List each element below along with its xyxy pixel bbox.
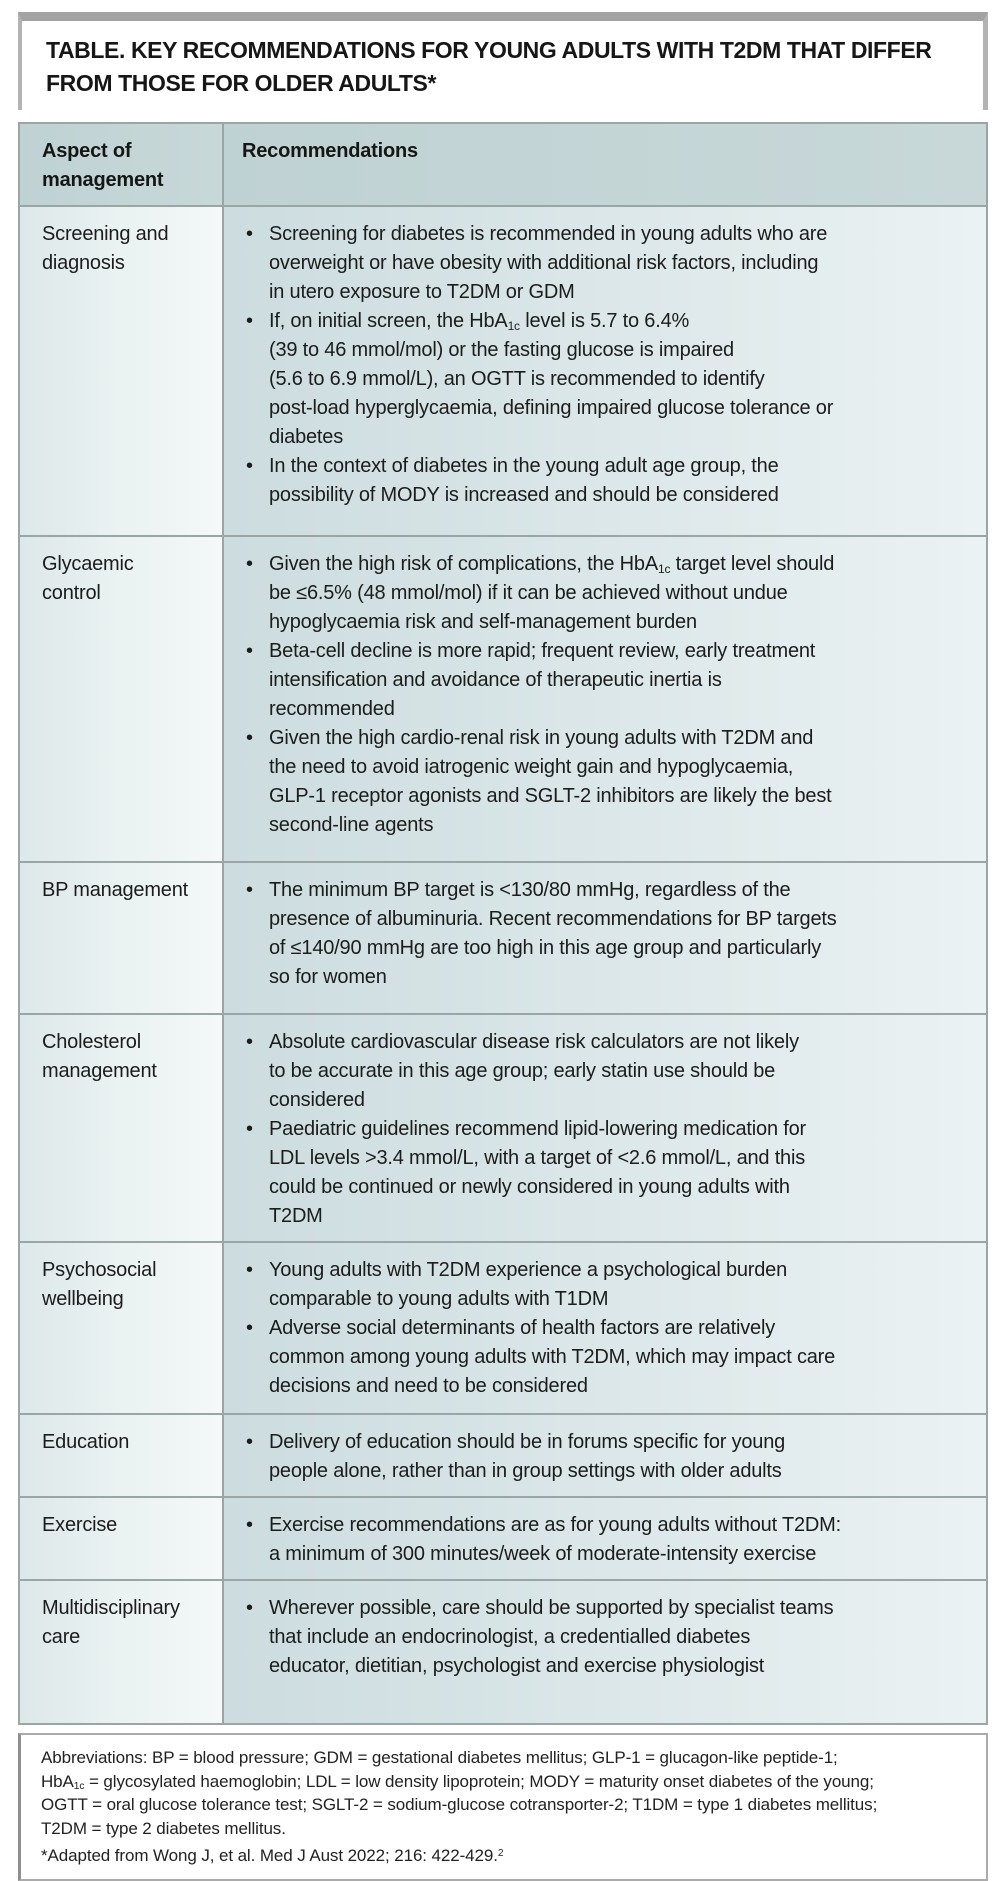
bullet-list — [242, 1594, 962, 1681]
aspect-cell — [20, 1015, 224, 1241]
bullet-list — [242, 1256, 962, 1401]
aspect-cell — [20, 1243, 224, 1413]
recommendations-cell — [224, 1581, 986, 1723]
header-cell-aspect — [20, 124, 224, 205]
recommendations-cell — [224, 537, 986, 861]
aspect-cell — [20, 1581, 224, 1723]
recommendation-bullet: • Paediatric guidelines recommend lipid-lowering medication for LDL levels >3.4 mmol/L, with a target of <2.6 mmol/L, and this could be continued or newly considered in young adults with T2DM — [242, 1115, 962, 1231]
recommendation-bullet: • Given the high risk of complications, the HbA$_{1c}$ target level should be ≤6.5% (48 mmol/mol) if it can be achieved without undue hypoglycaemia risk and self-management burden — [242, 550, 962, 637]
aspect-label: Multidisciplinary care — [42, 1597, 180, 1648]
header-cell-recommendations — [224, 124, 986, 205]
recommendation-bullet: • Delivery of education should be in forums specific for young people alone, rather than in group settings with older adults — [242, 1428, 962, 1486]
recommendation-bullet: • Given the high cardio-renal risk in young adults with T2DM and the need to avoid iatrogenic weight gain and hypoglycaemia, GLP-1 receptor agonists and SGLT-2 inhibitors are likely the best second-line agents — [242, 724, 962, 840]
aspect-label: Exercise — [42, 1514, 118, 1536]
recommendations-cell — [224, 863, 986, 1013]
table-figure — [0, 12, 1000, 1863]
recommendations-cell — [224, 1243, 986, 1413]
recommendation-bullet: • Wherever possible, care should be supported by specialist teams that include an endocrinologist, a credentialled diabetes educator, dietitian, psychologist and exercise physiologist — [242, 1594, 962, 1681]
footnote-box — [18, 1733, 988, 1881]
recommendation-bullet: • Beta-cell decline is more rapid; frequent review, early treatment intensification and avoidance of therapeutic inertia is recommended — [242, 637, 962, 724]
recommendations-cell — [224, 207, 986, 535]
aspect-label: BP management — [42, 879, 189, 901]
table-row — [20, 1496, 986, 1579]
table-row — [20, 205, 986, 535]
table-title-box — [18, 12, 988, 110]
table-row — [20, 535, 986, 861]
aspect-cell — [20, 207, 224, 535]
table-row — [20, 1413, 986, 1496]
recommendation-bullet: • Absolute cardiovascular disease risk calculators are not likely to be accurate in this age group; early statin use should be considered — [242, 1028, 962, 1115]
recommendations-cell — [224, 1415, 986, 1496]
source-citation: *Adapted from Wong J, et al. Med J Aust 2022; 216: 422-429.$^2$ — [41, 1846, 504, 1865]
aspect-label: Screening and diagnosis — [42, 223, 169, 274]
aspect-label: Psychosocial wellbeing — [42, 1259, 157, 1310]
table-title-label: TABLE. — [46, 37, 125, 63]
aspect-cell — [20, 537, 224, 861]
aspect-label: Education — [42, 1431, 130, 1453]
recommendations-table — [18, 122, 988, 1725]
recommendation-bullet: • Adverse social determinants of health factors are relatively common among young adults with T2DM, which may impact care decisions and need to be considered — [242, 1314, 962, 1401]
table-header-row — [20, 124, 986, 205]
recommendation-bullet: • Screening for diabetes is recommended in young adults who are overweight or have obesity with additional risk factors, including in utero exposure to T2DM or GDM — [242, 220, 962, 307]
bullet-list — [242, 1028, 962, 1231]
recommendation-bullet: • The minimum BP target is <130/80 mmHg, regardless of the presence of albuminuria. Recent recommendations for BP targets of ≤140/90 mmHg are too high in this age group and particularly so for women — [242, 876, 962, 992]
table-title-text: KEY RECOMMENDATIONS FOR YOUNG ADULTS WITH T2DM THAT DIFFER FROM THOSE FOR OLDER ADULTS* — [46, 37, 932, 96]
bullet-list — [242, 1511, 962, 1569]
table-title — [46, 34, 963, 100]
recommendation-bullet: • Young adults with T2DM experience a psychological burden comparable to young adults with T1DM — [242, 1256, 962, 1314]
aspect-label: Cholesterol management — [42, 1031, 157, 1082]
bullet-list — [242, 220, 962, 510]
recommendation-bullet: • If, on initial screen, the HbA$_{1c}$ level is 5.7 to 6.4% (39 to 46 mmol/mol) or the fasting glucose is impaired (5.6 to 6.9 mmol/L), an OGTT is recommended to identify post-load hyperglycaemia, defining impaired glucose tolerance or diabetes — [242, 307, 962, 452]
aspect-label: Glycaemic control — [42, 553, 134, 604]
aspect-cell — [20, 1415, 224, 1496]
header-recommendations-label: Recommendations — [242, 140, 418, 162]
recommendations-cell — [224, 1498, 986, 1579]
table-row — [20, 861, 986, 1013]
table-row — [20, 1241, 986, 1413]
recommendation-bullet: • In the context of diabetes in the young adult age group, the possibility of MODY is increased and should be considered — [242, 452, 962, 510]
aspect-cell — [20, 1498, 224, 1579]
table-row — [20, 1013, 986, 1241]
bullet-list — [242, 550, 962, 840]
header-aspect-label: Aspect of management — [42, 140, 164, 191]
table-row — [20, 1579, 986, 1723]
bullet-list — [242, 876, 962, 992]
recommendation-bullet: • Exercise recommendations are as for young adults without T2DM: a minimum of 300 minutes/week of moderate-intensity exercise — [242, 1511, 962, 1569]
abbreviations-text: Abbreviations: BP = blood pressure; GDM = gestational diabetes mellitus; GLP-1 = glucagon-like peptide-1; HbA$_{1c}$ = glycosylated haemoglobin; LDL = low density lipoprotein; MODY = maturity onset diabetes of the young; OGTT = oral glucose tolerance test; SGLT-2 = sodium-glucose cotransporter-2; T1DM = type 1 diabetes mellitus; T2DM = type 2 diabetes mellitus. — [41, 1748, 878, 1838]
aspect-cell — [20, 863, 224, 1013]
bullet-list — [242, 1428, 962, 1486]
recommendations-cell — [224, 1015, 986, 1241]
